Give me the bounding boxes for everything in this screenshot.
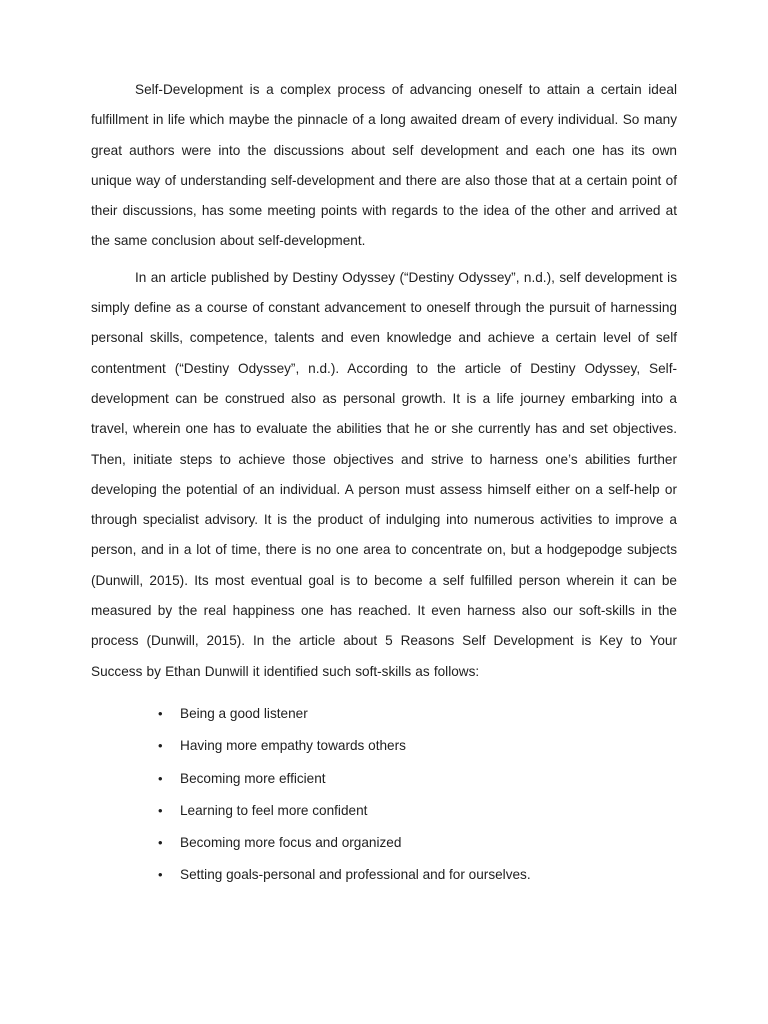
bullet-icon: • bbox=[158, 770, 163, 786]
list-item bbox=[158, 698, 677, 730]
list-item-text: Becoming more efficient bbox=[180, 770, 326, 786]
list-item bbox=[158, 730, 677, 762]
list-item-text: Setting goals-personal and professional and for ourselves. bbox=[180, 867, 531, 883]
list-item bbox=[158, 827, 677, 859]
bullet-icon: • bbox=[158, 802, 163, 818]
paragraph-destiny-odyssey: In an article published by Destiny Odyssey (“Destiny Odyssey”, n.d.), self development is simply define as a course of constant advancement to oneself through the pursuit of harnessing personal skills, competence, talents and even knowledge and achieve a certain level of self contentment (“Destiny Odyssey”, n.d.). According to the article of Destiny Odyssey, Self-development can be construed also as personal growth. It is a life journey embarking into a travel, wherein one has to evaluate the abilities that he or she currently has and set objectives. Then, initiate steps to achieve those objectives and strive to harness one’s abilities further developing the potential of an individual. A person must assess himself either on a self-help or through specialist advisory. It is the product of indulging into numerous activities to improve a person, and in a lot of time, there is no one area to concentrate on, but a hodgepodge subjects (Dunwill, 2015). Its most eventual goal is to become a self fulfilled person wherein it can be measured by the real happiness one has reached. It even harness also our soft-skills in the process (Dunwill, 2015). In the article about 5 Reasons Self Development is Key to Your Success by Ethan Dunwill it identified such soft-skills as follows: bbox=[91, 269, 677, 679]
bullet-icon: • bbox=[158, 835, 163, 851]
bullet-icon: • bbox=[158, 867, 163, 883]
list-item bbox=[158, 859, 677, 891]
list-item bbox=[158, 763, 677, 795]
bullet-icon: • bbox=[158, 705, 163, 721]
soft-skills-list bbox=[91, 698, 677, 892]
list-item-text: Being a good listener bbox=[180, 705, 308, 721]
paragraph-intro: Self-Development is a complex process of advancing oneself to attain a certain ideal fulfillment in life which maybe the pinnacle of a long awaited dream of every individual. So many great authors were into the discussions about self development and each one has its own unique way of understanding self-development and there are also those that at a certain point of their discussions, has some meeting points with regards to the idea of the other and arrived at the same conclusion about self-development. bbox=[91, 82, 677, 249]
list-item bbox=[158, 795, 677, 827]
list-item-text: Becoming more focus and organized bbox=[180, 835, 402, 851]
list-item-text: Learning to feel more confident bbox=[180, 802, 368, 818]
bullet-icon: • bbox=[158, 738, 163, 754]
list-item-text: Having more empathy towards others bbox=[180, 738, 406, 754]
